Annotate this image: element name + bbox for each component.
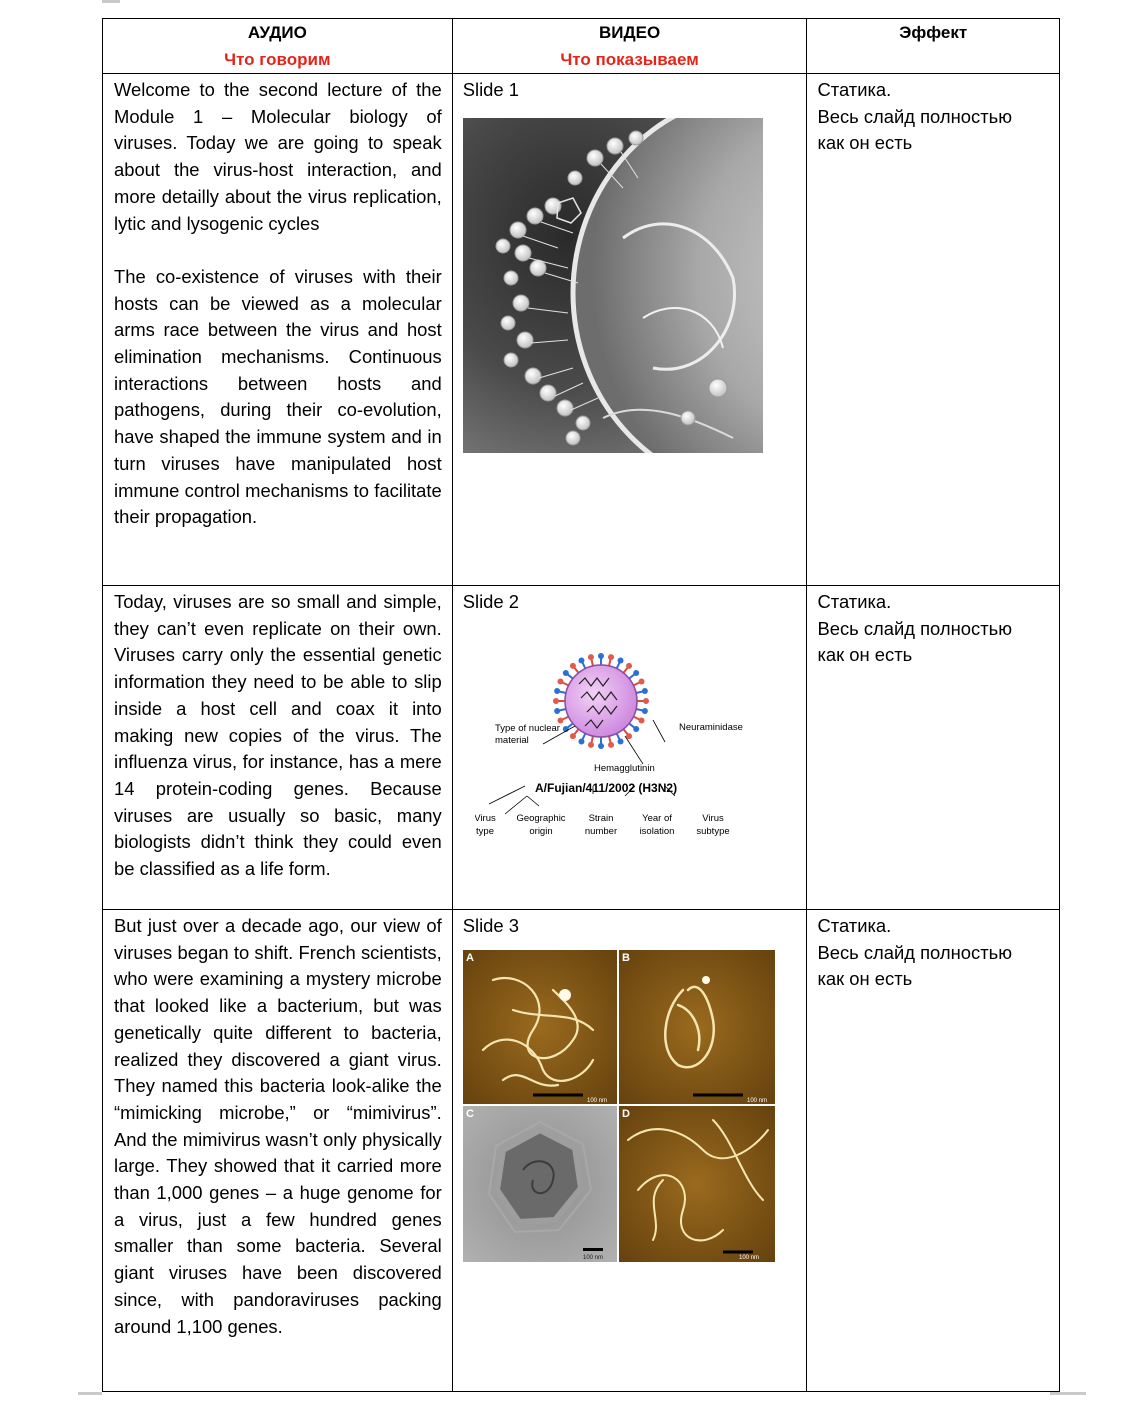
effect-header-title: Эффект <box>899 23 968 42</box>
label-virus-subtype-2: subtype <box>696 825 730 836</box>
effect-line: Весь слайд полностью <box>817 941 1012 963</box>
slide-1-image <box>463 118 763 453</box>
audio-header-title: АУДИО <box>247 23 307 42</box>
label-virus-subtype: Virus <box>701 812 724 824</box>
virus-spike-tip <box>642 688 648 694</box>
effect-line: как он есть <box>817 132 913 154</box>
virus-spike-tip <box>598 653 604 659</box>
audio-paragraph: But just over a decade ago, our view of viruses began to shift. French scientists, who were examining a mystery microbe that looked like a bacterium, but was genetically quite different to bacteria, realized they discovered a giant virus. They named this bacteria look-alike the “mimicking microbe,” or “mimivirus”. And the mimivirus wasn’t only physically large. They showed that it carried more than 1,000 genes – a huge genome for a virus, just a few hundred genes smaller than some bacteria. Several giant viruses have been discovered since, with pandoraviruses packing around 1,100 genes. <box>114 915 442 1337</box>
virus-spike-tip <box>638 678 644 684</box>
panel-b-label: B <box>621 951 630 964</box>
virus-spike-tip <box>570 663 576 669</box>
video-cell <box>452 74 807 586</box>
video-cell <box>452 910 807 1392</box>
label-strain-number: Strain <box>588 812 614 824</box>
audio-header-subtitle: Что говорим <box>224 50 331 69</box>
virus-spike-tip <box>554 708 560 714</box>
label-year-isolation: Year of <box>641 812 672 824</box>
virus-spike-tip <box>626 733 632 739</box>
virus-spike-tip <box>578 738 584 744</box>
audio-paragraph: The co-existence of viruses with their hosts can be viewed as a molecular arms race between the virus and host elimination mechanisms. Continuous interactions between hosts and pathogens, during their co-evolution, have shaped the immune system and in turn viruses have manipulated host immune control mechanisms to facilitate their propagation. <box>114 265 442 528</box>
virus-spike-tip <box>626 663 632 669</box>
panel-a-label: A <box>465 951 474 964</box>
slide-3-image <box>463 950 775 1262</box>
audio-cell <box>103 74 453 586</box>
page-corner-mark <box>1050 1392 1086 1395</box>
video-cell <box>452 586 807 910</box>
effect-line: Весь слайд полностью <box>817 617 1012 639</box>
page-corner-mark <box>102 0 120 3</box>
effect-line: Статика. <box>817 79 892 100</box>
label-virus-type-2: type <box>475 825 494 836</box>
label-year-isolation-2: isolation <box>639 825 675 836</box>
table-row <box>103 74 1060 586</box>
virus-particle <box>565 665 637 737</box>
page-corner-mark <box>78 1392 102 1395</box>
virus-spike-tip <box>588 742 594 748</box>
label-geographic-origin-2: origin <box>529 825 553 836</box>
panel-a-scale: 100 nm <box>586 1097 607 1104</box>
table-row <box>103 910 1060 1392</box>
panel-d-label: D <box>621 1107 630 1120</box>
panel-d-scale: 100 nm <box>738 1254 759 1261</box>
effect-line: Статика. <box>817 591 892 612</box>
virus-spike-tip <box>598 743 604 749</box>
slide-label: Slide 1 <box>462 79 519 100</box>
virus-spike-tip <box>633 670 639 676</box>
effect-header <box>807 19 1060 74</box>
virus-spike-tip <box>553 698 559 704</box>
slide-label: Slide 2 <box>462 591 519 612</box>
label-nuclear-material: Type of nuclear <box>494 722 560 734</box>
effect-line: как он есть <box>817 968 913 990</box>
virus-spike-tip <box>557 678 563 684</box>
virus-spike-tip <box>617 657 623 663</box>
virus-spike-tip <box>617 738 623 744</box>
effect-line: Статика. <box>817 915 892 936</box>
virus-spike-tip <box>554 688 560 694</box>
virus-spike-tip <box>638 717 644 723</box>
virus-spike-tip <box>643 698 649 704</box>
effect-line: Весь слайд полностью <box>817 105 1012 127</box>
virus-spike-tip <box>642 708 648 714</box>
effect-cell <box>807 74 1060 586</box>
effect-cell <box>807 586 1060 910</box>
panel-a <box>463 950 617 1104</box>
bacteriophage-micrograph <box>463 118 763 453</box>
video-header-subtitle: Что показываем <box>560 50 699 69</box>
table-row <box>103 586 1060 910</box>
influenza-naming-diagram <box>475 636 775 836</box>
virus-spike-tip <box>570 733 576 739</box>
audio-cell <box>103 586 453 910</box>
panel-c-label: C <box>465 1107 474 1120</box>
effect-cell <box>807 910 1060 1392</box>
effect-line: как он есть <box>817 644 913 666</box>
virus-spike-tip <box>633 726 639 732</box>
virus-spike-tip <box>588 654 594 660</box>
panel-b-scale: 100 nm <box>746 1097 767 1104</box>
header-row <box>103 19 1060 74</box>
virus-spike-tip <box>578 657 584 663</box>
video-header <box>452 19 807 74</box>
script-table <box>102 18 1060 1392</box>
audio-cell <box>103 910 453 1392</box>
label-strain-number-2: number <box>584 825 617 836</box>
virus-spike-tip <box>608 654 614 660</box>
label-hemagglutinin: Hemagglutinin <box>593 762 655 774</box>
video-header-title: ВИДЕО <box>599 23 661 42</box>
slide-2-image <box>475 636 775 836</box>
label-geographic-origin: Geographic <box>516 812 566 824</box>
virus-spike-tip <box>563 670 569 676</box>
audio-header <box>103 19 453 74</box>
slide-label: Slide 3 <box>462 915 519 936</box>
label-virus-type: Virus <box>474 812 496 824</box>
label-nuclear-material-2: material <box>494 734 529 746</box>
audio-paragraph: Today, viruses are so small and simple, they can’t even replicate on their own. Viruses carry only the essential genetic information they need to be able to slip inside a host cell and coax it into making new copies of the virus. The influenza virus, for instance, has a mere 14 protein-coding genes. Because viruses are usually so basic, many biologists didn’t think they could even be classified as a life form. <box>114 591 442 880</box>
strain-name: A/Fujian/411/2002 (H3N2) <box>534 780 677 795</box>
audio-paragraph: Welcome to the second lecture of the Module 1 – Molecular biology of viruses. Today we are going to speak about the virus-host interaction, and more detailly about the virus replication, lytic and lysogenic cycles <box>114 79 442 234</box>
panel-c-scale: 100 nm <box>582 1254 603 1261</box>
virus-spike-tip <box>608 742 614 748</box>
label-neuraminidase: Neuraminidase <box>678 721 743 733</box>
giant-virus-micrographs <box>463 950 775 1262</box>
